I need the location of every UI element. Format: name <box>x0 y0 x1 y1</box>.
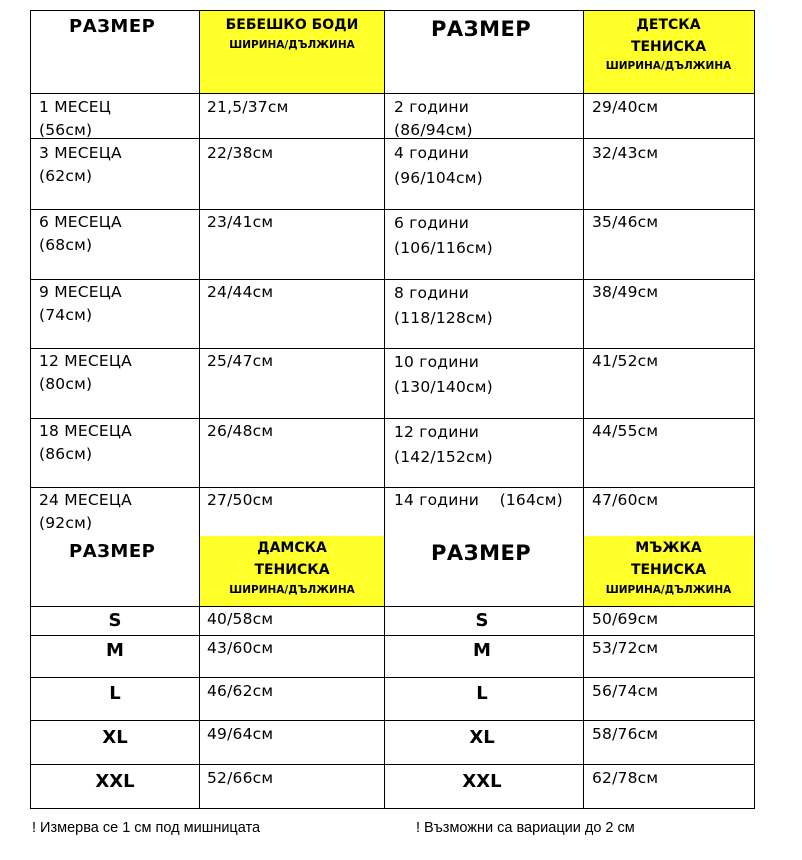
header-title: БЕБЕШКО БОДИ <box>225 17 359 33</box>
header-subtitle: ШИРИНА/ДЪЛЖИНА <box>229 584 355 596</box>
baby-dimension-cell: 21,5/37см <box>207 98 289 116</box>
mens-size-cell: S <box>475 610 489 631</box>
womens-size-cell: S <box>108 610 122 631</box>
mens-dimension-cell: 50/69см <box>592 610 659 628</box>
kid-size-cell: 2 години (86/94см) <box>394 98 473 139</box>
header-subtitle: ШИРИНА/ДЪЛЖИНА <box>605 60 732 72</box>
kid-dimension-cell: 41/52см <box>592 352 659 370</box>
baby-size-cell: 1 МЕСЕЦ (56см) <box>39 98 112 139</box>
baby-size-cell: 24 МЕСЕЦА (92см) <box>39 491 132 532</box>
baby-size-cell: 18 МЕСЕЦА (86см) <box>39 422 132 463</box>
header-title: ДЕТСКА <box>636 17 701 33</box>
womens-dimension-cell: 46/62см <box>207 682 274 700</box>
mens-dimension-cell: 56/74см <box>592 682 659 700</box>
mens-size-cell: XL <box>469 727 495 748</box>
mens-dimension-cell: 58/76см <box>592 725 659 743</box>
womens-size-cell: M <box>106 640 124 661</box>
womens-dimension-cell: 40/58см <box>207 610 274 628</box>
baby-size-cell: 12 МЕСЕЦА (80см) <box>39 352 132 393</box>
womens-tshirt-header <box>200 537 384 599</box>
size-column-header: РАЗМЕР <box>69 541 156 562</box>
kid-size-cell: 4 години (96/104см) <box>394 144 483 187</box>
womens-dimension-cell: 43/60см <box>207 639 274 657</box>
kid-dimension-cell: 35/46см <box>592 213 659 231</box>
womens-dimension-cell: 49/64см <box>207 725 274 743</box>
baby-size-cell: 9 МЕСЕЦА (74см) <box>39 283 122 324</box>
kid-dimension-cell: 47/60см <box>592 491 659 509</box>
mens-size-cell: XXL <box>462 771 502 792</box>
kid-dimension-cell: 32/43см <box>592 144 659 162</box>
mens-dimension-cell: 53/72см <box>592 639 659 657</box>
header-title: ДАМСКА <box>257 540 327 556</box>
kid-dimension-cell: 44/55см <box>592 422 659 440</box>
kid-dimension-cell: 38/49см <box>592 283 659 301</box>
measurement-note: ! Измерва се 1 см под мишницата <box>32 820 261 836</box>
womens-size-cell: XXL <box>95 771 135 792</box>
header-title: МЪЖКА <box>635 540 702 556</box>
kids-tshirt-header <box>583 14 754 74</box>
womens-dimension-cell: 52/66см <box>207 769 274 787</box>
size-column-header: РАЗМЕР <box>431 541 532 565</box>
header-title: ТЕНИСКА <box>630 39 707 55</box>
kid-dimension-cell: 29/40см <box>592 98 659 116</box>
mens-size-cell: L <box>476 683 488 704</box>
header-subtitle: ШИРИНА/ДЪЛЖИНА <box>229 39 355 51</box>
baby-size-cell: 3 МЕСЕЦА (62см) <box>39 144 122 185</box>
header-subtitle: ШИРИНА/ДЪЛЖИНА <box>605 584 732 596</box>
kid-size-cell: 14 години (164см) <box>394 491 563 509</box>
baby-dimension-cell: 24/44см <box>207 283 274 301</box>
baby-dimension-cell: 23/41см <box>207 213 274 231</box>
kid-size-cell: 8 години (118/128см) <box>394 284 493 327</box>
womens-size-cell: L <box>109 683 121 704</box>
womens-size-cell: XL <box>102 727 128 748</box>
baby-dimension-cell: 25/47см <box>207 352 274 370</box>
size-column-header: РАЗМЕР <box>431 17 532 41</box>
baby-dimension-cell: 27/50см <box>207 491 274 509</box>
header-title: ТЕНИСКА <box>630 562 707 578</box>
baby-dimension-cell: 22/38см <box>207 144 274 162</box>
baby-bodysuit-header <box>200 14 384 54</box>
mens-size-cell: M <box>473 640 491 661</box>
size-column-header: РАЗМЕР <box>69 16 156 37</box>
baby-dimension-cell: 26/48см <box>207 422 274 440</box>
mens-dimension-cell: 62/78см <box>592 769 659 787</box>
variation-note: ! Възможни са вариации до 2 см <box>416 820 635 836</box>
baby-size-cell: 6 МЕСЕЦА (68см) <box>39 213 122 254</box>
header-title: ТЕНИСКА <box>254 562 330 578</box>
kid-size-cell: 12 години (142/152см) <box>394 423 493 466</box>
mens-tshirt-header <box>583 537 754 599</box>
kid-size-cell: 6 години (106/116см) <box>394 214 493 257</box>
kid-size-cell: 10 години (130/140см) <box>394 353 493 396</box>
